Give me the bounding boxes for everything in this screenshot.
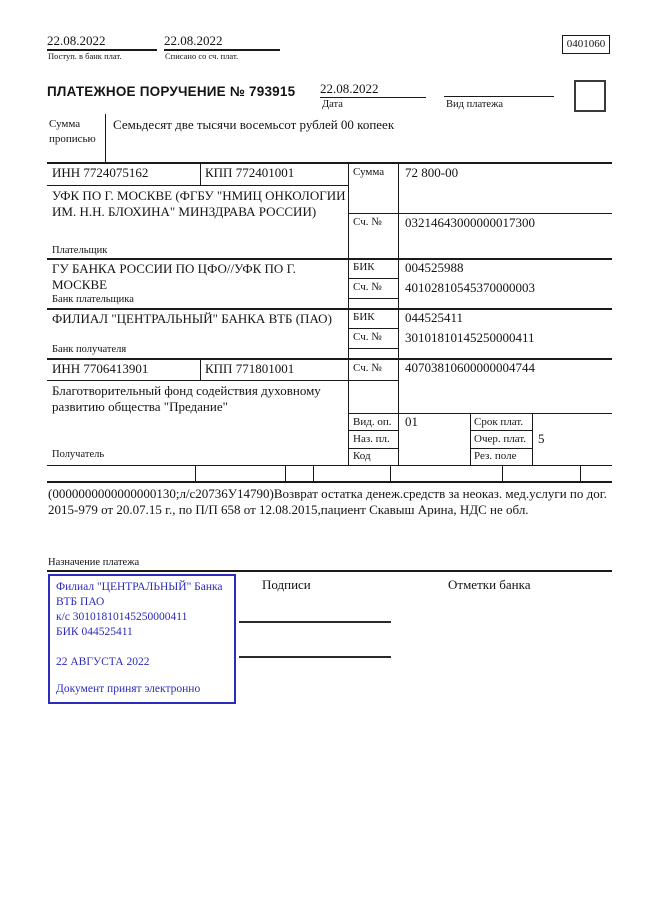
status-checkbox [574, 80, 606, 112]
priority-label: Очер. плат. [474, 433, 527, 445]
divider [348, 162, 349, 465]
divider [348, 348, 398, 349]
divider [348, 448, 398, 449]
due-date-label: Срок плат. [474, 416, 524, 428]
divider [470, 413, 471, 465]
divider [313, 465, 314, 481]
divider [200, 162, 201, 185]
divider [47, 570, 612, 572]
debited-date-field [164, 33, 280, 51]
divider [348, 278, 398, 279]
payer-inn: ИНН 7724075162 [52, 165, 149, 180]
amount-in-words: Семьдесят две тысячи восемьсот рублей 00 копеек [113, 117, 395, 132]
sum-label: Сумма [353, 166, 385, 178]
payer-bank-label: Банк плательщика [52, 294, 134, 305]
stamp-bank-name-line1: Филиал "ЦЕНТРАЛЬНЫЙ" Банка [56, 581, 223, 593]
date-value: 22.08.2022 [320, 81, 379, 96]
payer-bank-account: 40102810545370000003 [405, 280, 535, 295]
stamp-bik: БИК 044525411 [56, 625, 133, 638]
divider [348, 413, 612, 414]
payee-bank-label: Банк получателя [52, 344, 127, 355]
code-label: Код [353, 450, 371, 462]
divider [47, 185, 348, 186]
debited-date-label: Списано со сч. плат. [165, 51, 239, 61]
op-type-value: 01 [405, 414, 418, 429]
divider [348, 430, 398, 431]
payer-kpp: КПП 772401001 [205, 165, 295, 180]
payee-bank-account-label: Сч. № [353, 331, 382, 343]
debited-date: 22.08.2022 [164, 33, 223, 48]
divider [47, 481, 612, 483]
payer-name: УФК ПО Г. МОСКВЕ (ФГБУ "НМИЦ ОНКОЛОГИИ ИМ. Н.Н. БЛОХИНА" МИНЗДРАВА РОССИИ) [52, 188, 346, 219]
sum-value: 72 800-00 [405, 165, 459, 180]
payee-kpp: КПП 771801001 [205, 361, 295, 376]
payee-bank-account: 30101810145250000411 [405, 330, 535, 345]
payer-account: 03214643000000017300 [405, 215, 535, 230]
payee-bank-bik-label: БИК [353, 311, 375, 323]
bank-stamp [48, 574, 236, 704]
divider [580, 465, 581, 481]
payee-bank-bik: 044525411 [405, 310, 464, 325]
payment-purpose-text: (0000000000000000130;л/с20736У14790)Возврат остатка денеж.средств за неоказ. мед.услуги по дог. 2015-979 от 20.07.15 г., по П/П 658 от 12.08.2015,пациент Скавыш Арина, НДС не обл. [48, 486, 607, 517]
payment-purpose-label: Назначение платежа [48, 557, 140, 568]
purpose-code-label: Наз. пл. [353, 433, 390, 445]
payer-bank-account-label: Сч. № [353, 281, 382, 293]
payer-label: Плательщик [52, 245, 108, 256]
divider [47, 380, 398, 381]
divider [502, 465, 503, 481]
bank-marks-label: Отметки банка [448, 577, 531, 592]
payee-label: Получатель [52, 449, 105, 460]
payee-bank-name: ФИЛИАЛ "ЦЕНТРАЛЬНЫЙ" БАНКА ВТБ (ПАО) [52, 311, 332, 326]
divider [285, 465, 286, 481]
payer-bank-bik-label: БИК [353, 261, 375, 273]
signatures-label: Подписи [262, 577, 311, 592]
amount-words-label: Сумма прописью [49, 118, 96, 145]
divider [195, 465, 196, 481]
divider [47, 162, 612, 164]
divider [470, 430, 532, 431]
divider [470, 448, 532, 449]
payment-type-label: Вид платежа [446, 99, 504, 110]
stamp-corr-account: к/с 30101810145250000411 [56, 610, 188, 623]
reserve-field-label: Рез. поле [474, 450, 517, 462]
divider [348, 298, 398, 299]
divider [105, 114, 106, 162]
document-title: ПЛАТЕЖНОЕ ПОРУЧЕНИЕ № 793915 [47, 84, 296, 99]
divider [390, 465, 391, 481]
priority-value: 5 [538, 431, 545, 446]
op-type-label: Вид. оп. [353, 416, 392, 428]
divider [200, 358, 201, 380]
date-label: Дата [322, 99, 343, 110]
received-date-label: Поступ. в банк плат. [48, 51, 122, 61]
divider [348, 213, 612, 214]
signature-line [239, 621, 391, 623]
payee-inn: ИНН 7706413901 [52, 361, 149, 376]
form-code-box: 0401060 [562, 35, 610, 54]
payer-account-label: Сч. № [353, 216, 382, 228]
signature-line [239, 656, 391, 658]
stamp-date: 22 АВГУСТА 2022 [56, 655, 150, 668]
payee-account: 40703810600000004744 [405, 360, 535, 375]
payee-account-label: Сч. № [353, 362, 382, 374]
divider [398, 162, 399, 465]
date-field [320, 81, 426, 98]
divider [348, 328, 398, 329]
payment-type-field [444, 81, 554, 97]
received-date: 22.08.2022 [47, 33, 106, 48]
stamp-bank-name-line2: ВТБ ПАО [56, 595, 105, 608]
payer-bank-bik: 004525988 [405, 260, 464, 275]
payer-bank-name: ГУ БАНКА РОССИИ ПО ЦФО//УФК ПО Г. МОСКВЕ [52, 261, 296, 292]
received-date-field [47, 33, 157, 51]
payee-name: Благотворительный фонд содействия духовному развитию общества "Предание" [52, 383, 321, 414]
divider [47, 465, 612, 466]
divider [47, 308, 612, 310]
divider [47, 258, 612, 260]
stamp-footer-note: Документ принят электронно [56, 683, 201, 696]
divider [532, 413, 533, 465]
